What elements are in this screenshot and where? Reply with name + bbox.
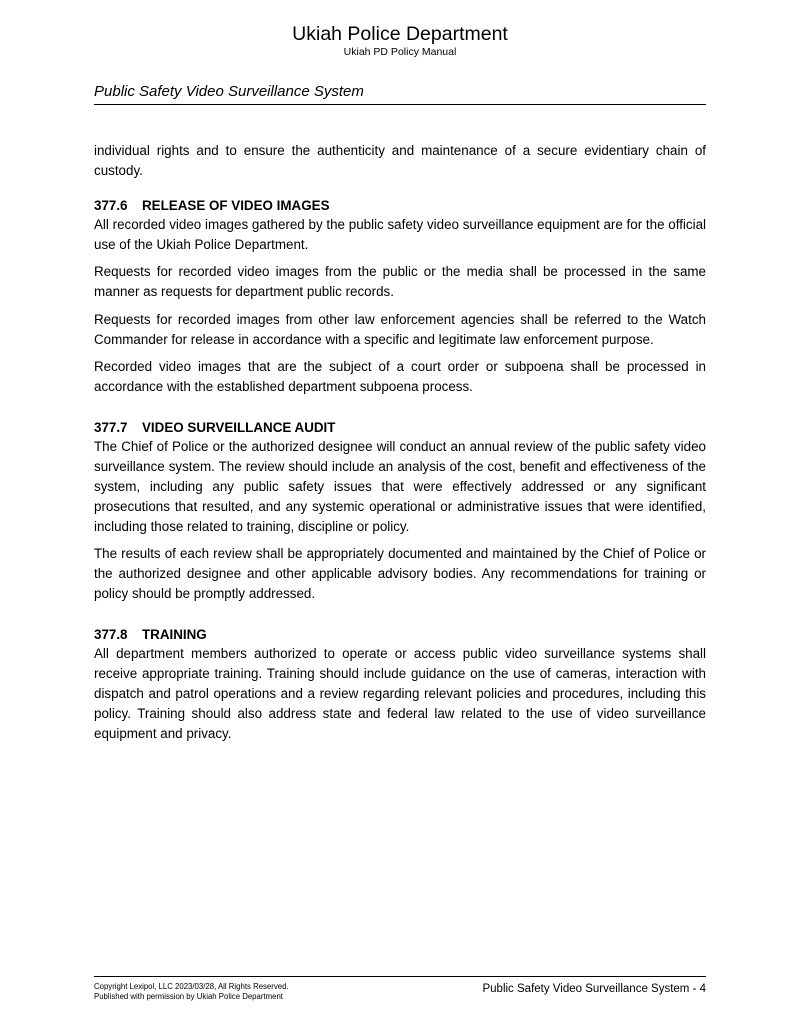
- footer-permission: Published with permission by Ukiah Police Department: [94, 991, 283, 1001]
- section-377-6: [94, 197, 706, 398]
- section-heading-title: VIDEO SURVEILLANCE AUDIT: [142, 419, 336, 435]
- section-377-7: [94, 419, 706, 605]
- document-body: [94, 141, 706, 751]
- page-header: [94, 22, 706, 59]
- section-number: 377.7: [94, 419, 128, 435]
- section-heading: [94, 419, 706, 437]
- org-name: Ukiah Police Department: [292, 23, 508, 45]
- section-heading: [94, 626, 706, 644]
- footer-copyright-block: [94, 982, 289, 1001]
- section-number: 377.6: [94, 197, 128, 213]
- paragraph: The Chief of Police or the authorized designee will conduct an annual review of the public safety video surveillance system. The review should include an analysis of the cost, benefit and effectiveness of the system, including any public safety issues that were effectively addressed or any significant prosecutions that resulted, and any systemic operational or administrative issues that were identified, including those related to training, discipline or policy.: [94, 438, 706, 534]
- footer-copyright: Copyright Lexipol, LLC 2023/03/28, All Rights Reserved.: [94, 982, 289, 991]
- section-heading-title: TRAINING: [142, 626, 207, 642]
- section-title-bar: [94, 82, 706, 105]
- manual-name: Ukiah PD Policy Manual: [343, 46, 457, 58]
- section-heading: [94, 197, 706, 215]
- footer-page-label: Public Safety Video Surveillance System - 4: [482, 983, 706, 995]
- paragraph: All department members authorized to operate or access public video surveillance systems shall receive appropriate training. Training should include guidance on the use of cameras, interaction with dispatch and patrol operations and a review regarding relevant policies and procedures, including this policy. Training should also address state and federal law related to the use of video surveillance equipment and privacy.: [94, 645, 706, 741]
- intro-paragraph: individual rights and to ensure the authenticity and maintenance of a secure evidentiary chain of custody.: [94, 143, 706, 178]
- paragraph: The results of each review shall be appropriately documented and maintained by the Chief of Police or the authorized designee and other applicable advisory bodies. Any recommendations for training or policy should be promptly addressed.: [94, 546, 706, 601]
- paragraph: All recorded video images gathered by the public safety video surveillance equipment are for the official use of the Ukiah Police Department.: [94, 216, 706, 252]
- paragraph: Requests for recorded images from other law enforcement agencies shall be referred to the Watch Commander for release in accordance with a specific and legitimate law enforcement purpose.: [94, 311, 706, 347]
- paragraph: Recorded video images that are the subject of a court order or subpoena shall be processed in accordance with the established department subpoena process.: [94, 359, 706, 394]
- section-number: 377.8: [94, 626, 128, 642]
- section-title: Public Safety Video Surveillance System: [94, 83, 364, 100]
- page-footer: [94, 976, 706, 1001]
- paragraph: Requests for recorded video images from the public or the media shall be processed in the same manner as requests for department public records.: [94, 264, 706, 299]
- section-377-8: [94, 626, 706, 744]
- section-heading-title: RELEASE OF VIDEO IMAGES: [142, 197, 330, 213]
